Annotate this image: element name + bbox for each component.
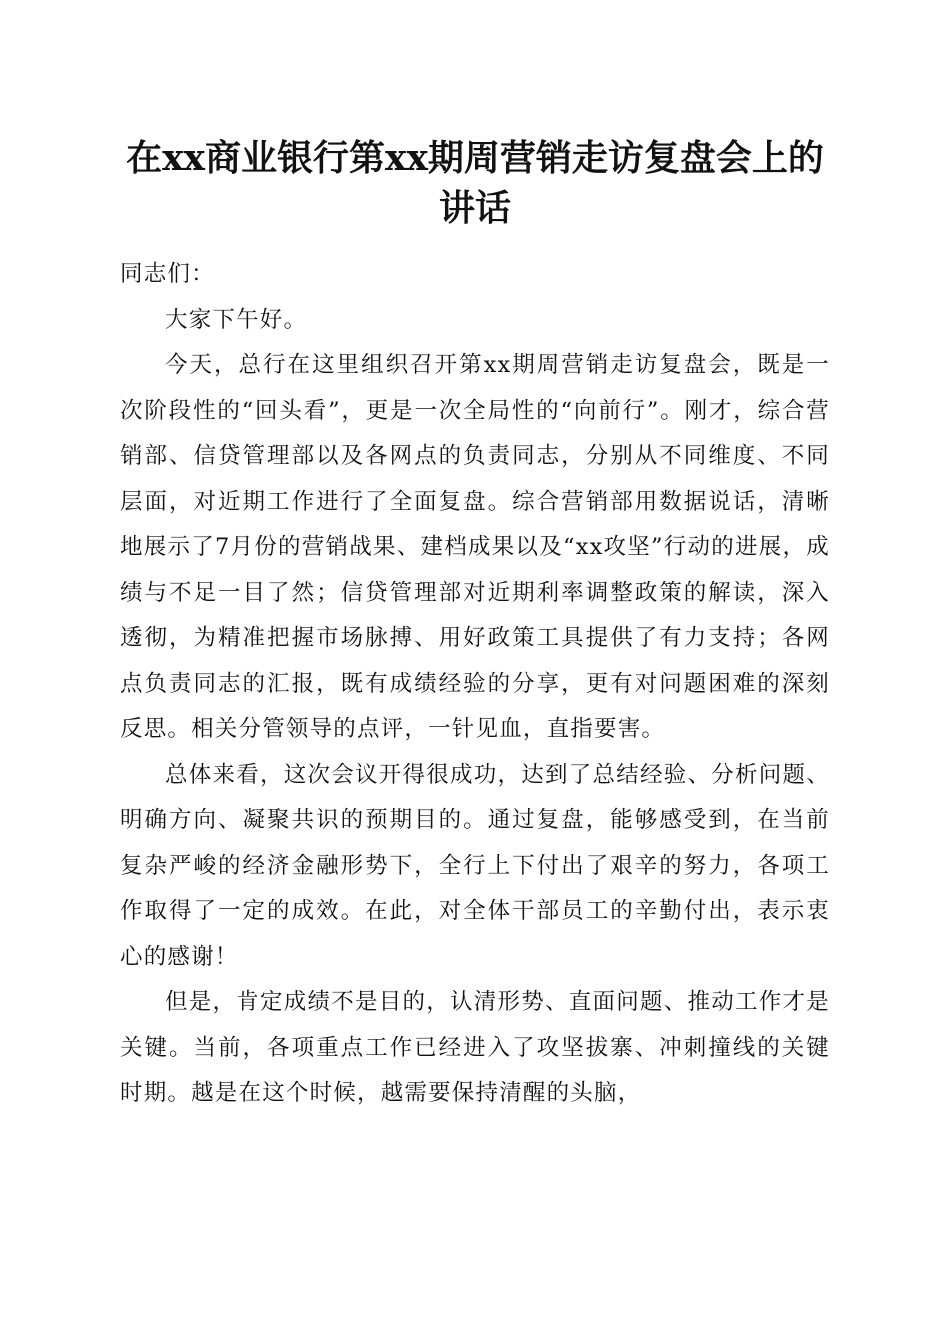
paragraph-meeting-review: 今天，总行在这里组织召开第xx期周营销走访复盘会，既是一次阶段性的“回头看”，更是一次全局性的“向前行”。刚才，综合营销部、信贷管理部以及各网点的负责同志，分别从不同维度、不同层面，对近期工作进行了全面复盘。综合营销部用数据说话，清晰地展示了7月份的营销战果、建档成果以及“xx攻坚”行动的进展，成绩与不足一目了然；信贷管理部对近期利率调整政策的解读，深入透彻，为精准把握市场脉搏、用好政策工具提供了有力支持；各网点负责同志的汇报，既有成绩经验的分享，更有对问题困难的深刻反思。相关分管领导的点评，一针见血，直指要害。 bbox=[120, 352, 830, 742]
paragraph-greeting: 大家下午好。 bbox=[165, 306, 308, 333]
paragraph-key-issues: 但是，肯定成绩不是目的，认清形势、直面问题、推动工作才是关键。当前，各项重点工作已经进入了攻坚拔寨、冲刺撞线的关键时期。越是在这个时候，越需要保持清醒的头脑， bbox=[120, 989, 830, 1106]
document-title-line-1: 在xx商业银行第xx期周营销走访复盘会上的 bbox=[126, 137, 824, 179]
document-body bbox=[120, 252, 830, 1117]
salutation: 同志们： bbox=[120, 261, 215, 287]
document-title bbox=[118, 133, 832, 233]
document-title-line-2: 讲话 bbox=[438, 187, 511, 229]
paragraph-overall-assessment: 总体来看，这次会议开得很成功，达到了总结经验、分析问题、明确方向、凝聚共识的预期目的。通过复盘，能够感受到，在当前复杂严峻的经济金融形势下，全行上下付出了艰辛的努力，各项工作取得了一定的成效。在此，对全体干部员工的辛勤付出，表示衷心的感谢！ bbox=[120, 761, 830, 970]
